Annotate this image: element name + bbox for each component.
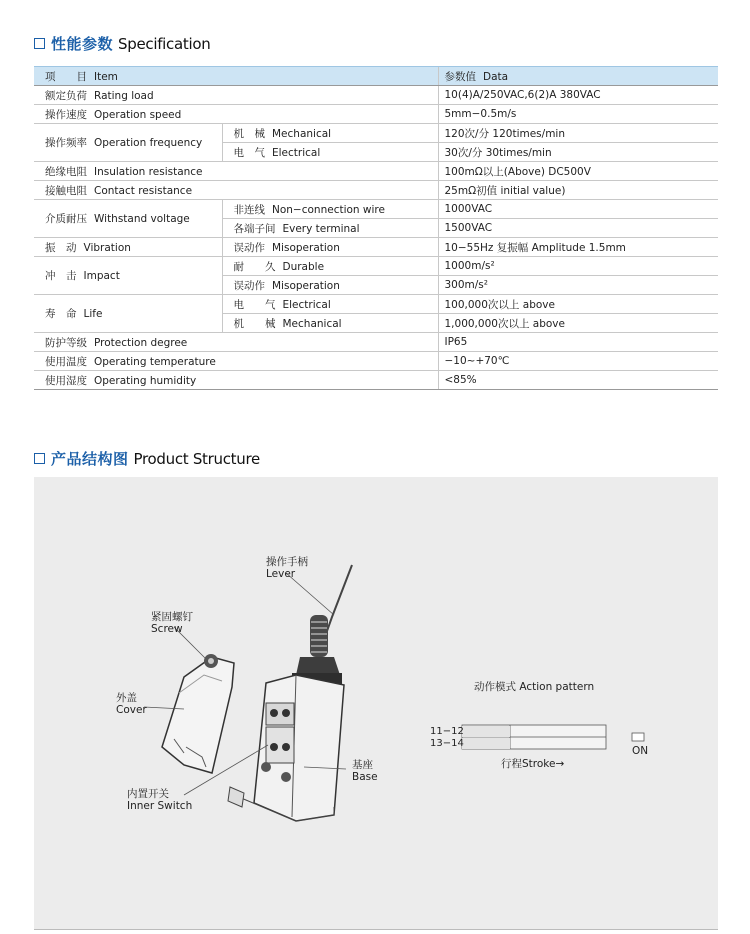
table-row — [34, 105, 718, 124]
lever-spring-icon — [310, 615, 328, 657]
row-value: 1500VAC — [438, 219, 718, 238]
row-label: 接触电阻 Contact resistance — [34, 181, 438, 200]
row-label: 操作速度 Operation speed — [34, 105, 438, 124]
action-pattern-title: 动作模式 Action pattern — [474, 681, 595, 693]
row-label: 使用湿度 Operating humidity — [34, 371, 438, 390]
row-value: IP65 — [438, 333, 718, 352]
table-row — [34, 124, 718, 143]
table-row — [34, 295, 718, 314]
row-value: 10−55Hz 复振幅 Amplitude 1.5mm — [438, 238, 718, 257]
row-value: 100mΩ以上(Above) DC500V — [438, 162, 718, 181]
sub-label: 误动作 Misoperation — [222, 276, 438, 295]
table-row — [34, 162, 718, 181]
screw-icon — [204, 654, 218, 668]
callout-inner-switch: 内置开关 Inner Switch — [127, 788, 193, 812]
row-value: 1,000,000次以上 above — [438, 314, 718, 333]
checkbox-square-icon — [34, 453, 45, 464]
sub-label: 机 械 Mechanical — [222, 124, 438, 143]
callout-lever: 操作手柄 Lever — [266, 556, 308, 580]
structure-title-cn: 产品结构图 — [51, 450, 129, 468]
spec-title-en: Specification — [118, 34, 211, 53]
table-row — [34, 200, 718, 219]
header-data: 参数值 Data — [438, 67, 718, 86]
sub-label: 耐 久 Durable — [222, 257, 438, 276]
row-label: 使用温度 Operating temperature — [34, 352, 438, 371]
sub-label: 电 气 Electrical — [222, 143, 438, 162]
sub-label: 机 械 Mechanical — [222, 314, 438, 333]
row-label: 介质耐压 Withstand voltage — [34, 200, 222, 238]
structure-title-en: Product Structure — [133, 449, 260, 468]
checkbox-square-icon — [34, 38, 45, 49]
stroke-label: 行程Stroke→ — [501, 758, 565, 770]
table-row — [34, 257, 718, 276]
spec-section-title — [34, 33, 210, 54]
callout-base: 基座 Base — [352, 759, 378, 783]
sub-label: 各端子间 Every terminal — [222, 219, 438, 238]
sub-label: 电 气 Electrical — [222, 295, 438, 314]
row-value: 10(4)A/250VAC,6(2)A 380VAC — [438, 86, 718, 105]
callout-screw: 紧固螺钉 Screw — [151, 611, 193, 635]
row-value: 30次/分 30times/min — [438, 143, 718, 162]
header-item: 项 目 Item — [34, 67, 438, 86]
row-value: <85% — [438, 371, 718, 390]
row-value: 300m/s² — [438, 276, 718, 295]
cover-icon — [162, 657, 234, 773]
row-label: 额定负荷 Rating load — [34, 86, 438, 105]
legend-on-label: ON — [632, 745, 649, 757]
row-value: −10~+70℃ — [438, 352, 718, 371]
row-value: 25mΩ初值 initial value) — [438, 181, 718, 200]
structure-section-title — [34, 448, 260, 469]
action-pattern-chart — [462, 725, 644, 749]
lever-base-icon — [296, 657, 340, 675]
pattern-row-label: 13−14 — [430, 738, 464, 749]
row-value: 1000VAC — [438, 200, 718, 219]
structure-panel — [34, 477, 718, 930]
row-label: 绝缘电阻 Insulation resistance — [34, 162, 438, 181]
row-value: 120次/分 120times/min — [438, 124, 718, 143]
callout-cover: 外盖 Cover — [116, 692, 147, 716]
table-row — [34, 181, 718, 200]
pattern-row-label: 11−12 — [430, 726, 464, 737]
row-label: 寿 命 Life — [34, 295, 222, 333]
table-row — [34, 238, 718, 257]
row-label: 振 动 Vibration — [34, 238, 222, 257]
row-label: 防护等级 Protection degree — [34, 333, 438, 352]
row-value: 1000m/s² — [438, 257, 718, 276]
table-row — [34, 333, 718, 352]
row-label: 操作频率 Operation frequency — [34, 124, 222, 162]
row-value: 5mm−0.5m/s — [438, 105, 718, 124]
table-row — [34, 371, 718, 390]
legend-on-swatch — [632, 733, 644, 741]
sub-label: 误动作 Misoperation — [222, 238, 438, 257]
spec-table — [34, 66, 718, 390]
row-value: 100,000次以上 above — [438, 295, 718, 314]
table-header-row — [34, 67, 718, 86]
row-label: 冲 击 Impact — [34, 257, 222, 295]
table-row — [34, 86, 718, 105]
table-row — [34, 352, 718, 371]
spec-title-cn: 性能参数 — [51, 35, 114, 53]
sub-label: 非连线 Non−connection wire — [222, 200, 438, 219]
